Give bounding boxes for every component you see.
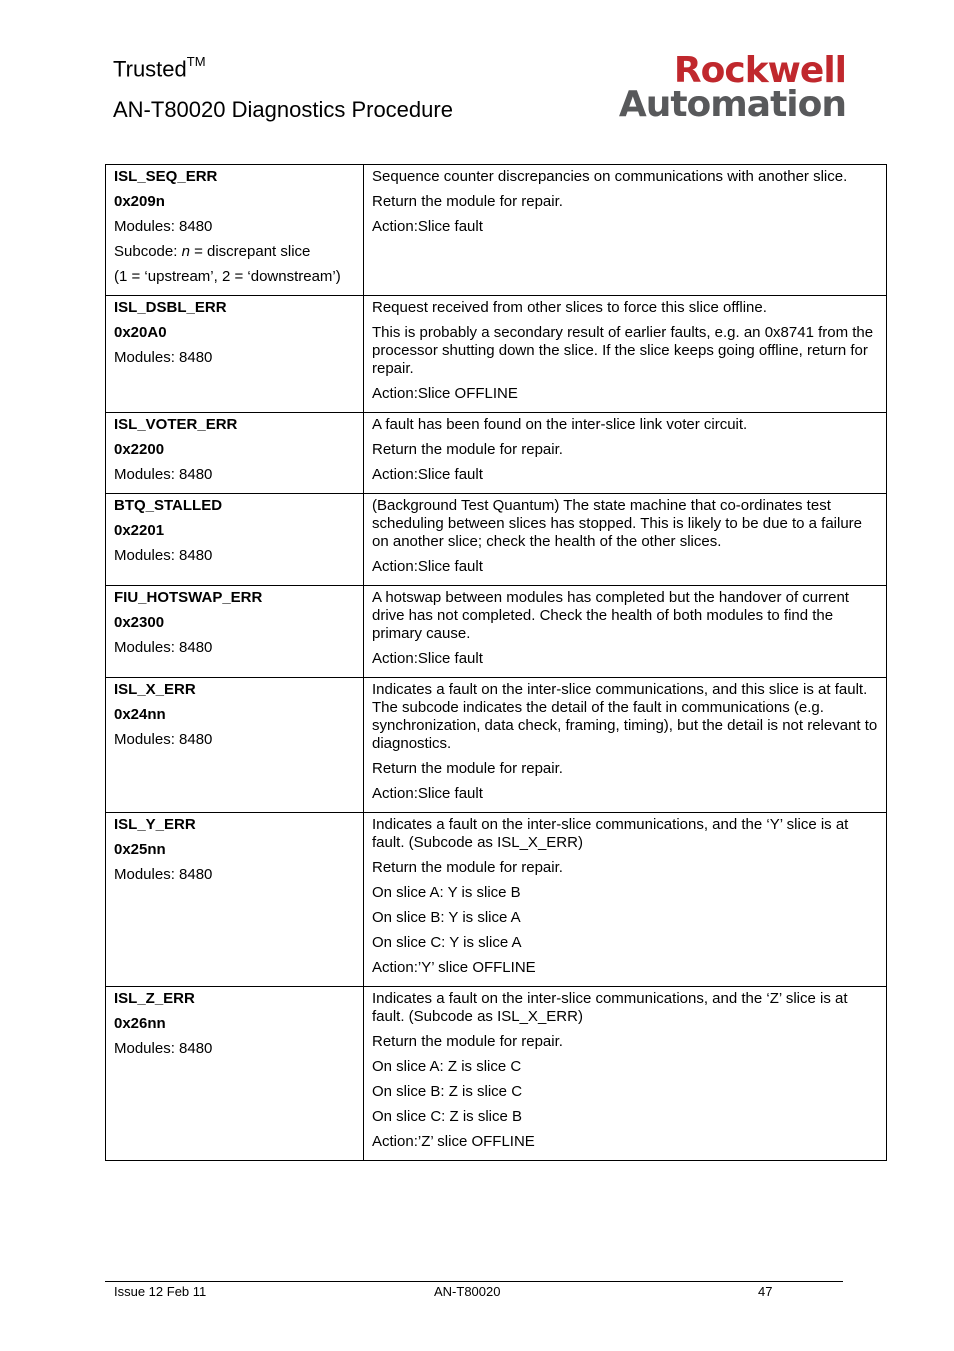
description-paragraph: Return the module for repair. [372,441,563,458]
subcode-variable: n [181,243,190,260]
description-paragraph: Action:Slice fault [372,466,483,483]
trademark-superscript: TM [186,54,206,69]
description-paragraph: On slice B: Z is slice C [372,1083,523,1100]
error-description-cell [364,413,887,494]
error-name: BTQ_STALLED [114,497,223,514]
description-paragraph: Indicates a fault on the inter-slice communications, and the ‘Y’ slice is at fault. (Subcode as ISL_X_ERR) [372,816,849,851]
subcode-values: (1 = ‘upstream’, 2 = ‘downstream’) [114,268,341,285]
table-row [106,813,887,987]
description-paragraph: Return the module for repair. [372,859,563,876]
table-row [106,987,887,1161]
description-paragraph: Indicates a fault on the inter-slice communications, and this slice is at fault. The subcode indicates the detail of the fault in communications (e.g. synchronization, data check, framing, timing), but the detail is not relevant to diagnostics. [372,681,878,752]
description-paragraph: Action:Slice fault [372,558,483,575]
error-hex-code: 0x2201 [114,522,165,539]
description-paragraph: Indicates a fault on the inter-slice communications, and the ‘Z’ slice is at fault. (Subcode as ISL_X_ERR) [372,990,848,1025]
error-hex-code: 0x20A0 [114,324,167,341]
error-modules: Modules: 8480 [114,466,213,483]
error-code-cell [106,494,364,586]
description-paragraph: On slice B: Y is slice A [372,909,521,926]
diagnostics-table [105,164,887,1161]
description-paragraph: Action:’Y’ slice OFFLINE [372,959,536,976]
error-modules: Modules: 8480 [114,547,213,564]
error-code-cell [106,165,364,296]
error-description-cell [364,987,887,1161]
footer-issue: Issue 12 Feb 11 [114,1284,207,1299]
description-paragraph: A fault has been found on the inter-slice link voter circuit. [372,416,748,433]
description-paragraph: Action:Slice fault [372,785,483,802]
error-name: ISL_Z_ERR [114,990,195,1007]
error-code-cell [106,413,364,494]
description-paragraph: Action:’Z’ slice OFFLINE [372,1133,535,1150]
description-paragraph: Action:Slice OFFLINE [372,385,518,402]
table-row [106,165,887,296]
error-name: ISL_SEQ_ERR [114,168,218,185]
description-paragraph: A hotswap between modules has completed but the handover of current drive has not completed. Check the health of both modules to find the primary cause. [372,589,849,642]
error-name: FIU_HOTSWAP_ERR [114,589,263,606]
document-title [113,50,206,83]
logo-line-automation: Automation [618,84,846,125]
description-paragraph: Action:Slice fault [372,650,483,667]
description-paragraph: On slice A: Z is slice C [372,1058,522,1075]
description-paragraph: Return the module for repair. [372,193,563,210]
description-paragraph: On slice C: Z is slice B [372,1108,523,1125]
description-paragraph: On slice C: Y is slice A [372,934,522,951]
error-modules: Modules: 8480 [114,866,213,883]
error-modules: Modules: 8480 [114,731,213,748]
error-description-cell [364,678,887,813]
description-paragraph: Return the module for repair. [372,1033,563,1050]
table-row [106,494,887,586]
error-subcode [114,243,355,261]
description-paragraph: Sequence counter discrepancies on communications with another slice. [372,168,848,185]
error-code-cell [106,586,364,678]
error-description-cell [364,494,887,586]
title-text: Trusted [113,56,187,82]
error-description-cell [364,165,887,296]
error-description-cell [364,813,887,987]
error-hex-code: 0x2200 [114,441,165,458]
error-code-cell [106,987,364,1161]
error-name: ISL_X_ERR [114,681,196,698]
error-modules: Modules: 8480 [114,639,213,656]
table-row [106,678,887,813]
error-code-cell [106,678,364,813]
error-code-cell [106,296,364,413]
table-row [106,586,887,678]
description-paragraph: This is probably a secondary result of earlier faults, e.g. an 0x8741 from the processor shutting down the slice. If the slice keeps going offline, return for repair. [372,324,874,377]
document-subtitle: AN-T80020 Diagnostics Procedure [113,97,453,122]
description-paragraph: On slice A: Y is slice B [372,884,521,901]
footer-page-number: 47 [758,1284,773,1299]
error-description-cell [364,586,887,678]
footer-divider [105,1281,843,1282]
error-name: ISL_Y_ERR [114,816,196,833]
table-row [106,296,887,413]
error-name: ISL_DSBL_ERR [114,299,227,316]
subcode-prefix: Subcode: [114,243,182,260]
error-hex-code: 0x25nn [114,841,166,858]
description-paragraph: Action:Slice fault [372,218,483,235]
error-modules: Modules: 8480 [114,218,213,235]
description-paragraph: Request received from other slices to force this slice offline. [372,299,767,316]
rockwell-automation-logo [586,50,846,125]
description-paragraph: Return the module for repair. [372,760,563,777]
error-modules: Modules: 8480 [114,1040,213,1057]
error-hex-code: 0x209n [114,193,165,210]
subcode-suffix: = discrepant slice [189,243,311,260]
logo-line-rockwell: Rockwell [673,50,846,91]
error-modules: Modules: 8480 [114,349,213,366]
error-description-cell [364,296,887,413]
description-paragraph: (Background Test Quantum) The state machine that co-ordinates test scheduling between slices has stopped. This is likely to be due to a failure on another slice; check the health of the other slices. [372,497,863,550]
error-hex-code: 0x24nn [114,706,166,723]
error-name: ISL_VOTER_ERR [114,416,238,433]
footer-doc-id: AN-T80020 [434,1284,501,1299]
table-row [106,413,887,494]
error-code-cell [106,813,364,987]
error-hex-code: 0x26nn [114,1015,166,1032]
error-hex-code: 0x2300 [114,614,165,631]
